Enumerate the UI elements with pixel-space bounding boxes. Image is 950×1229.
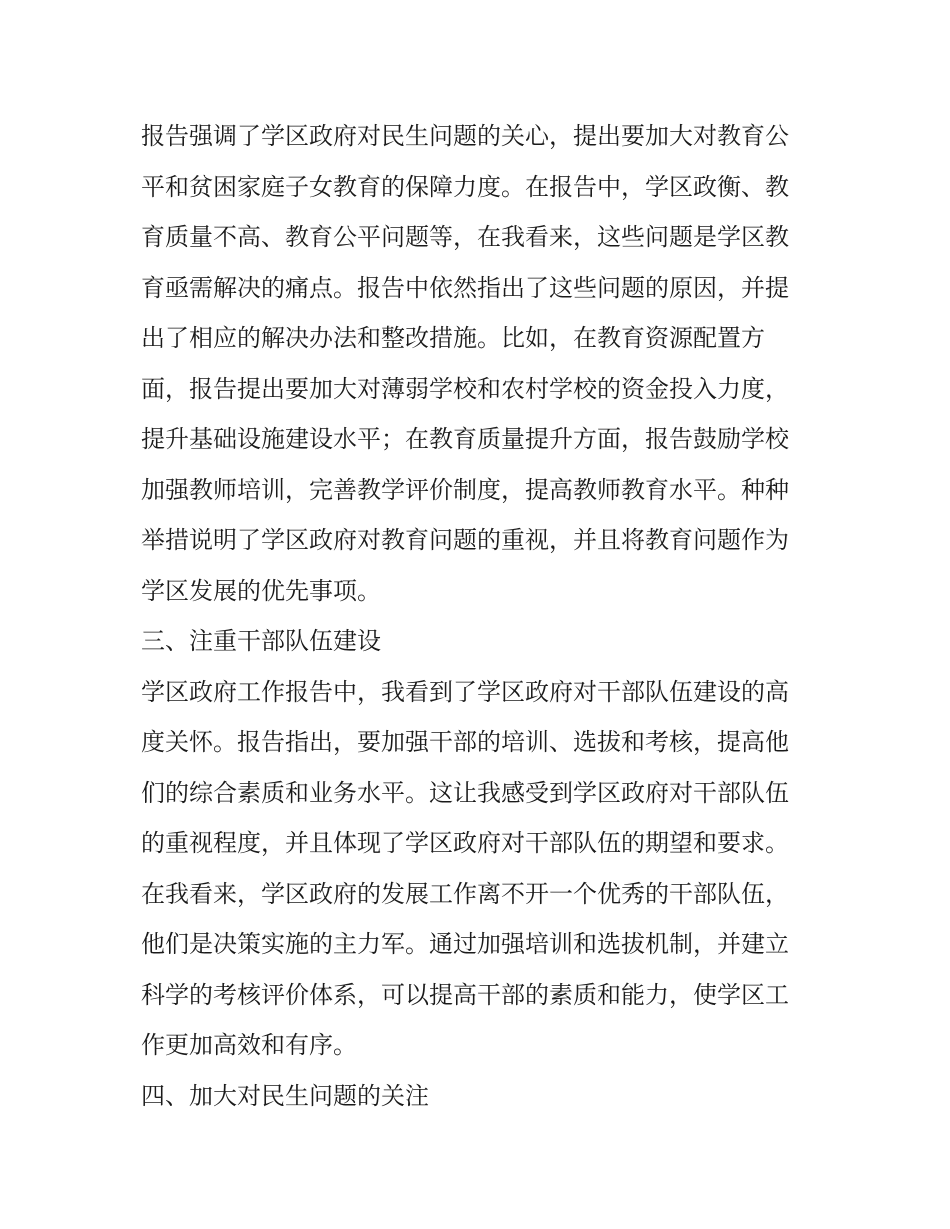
paragraph-line: 度关怀。报告指出，要加强干部的培训、选拔和考核，提高他: [141, 728, 789, 756]
paragraph-line: 在我看来，学区政府的发展工作离不开一个优秀的干部队伍，: [141, 879, 789, 908]
paragraph-line: 出了相应的解决办法和整改措施。比如，在教育资源配置方: [141, 324, 765, 352]
paragraph-line: 们的综合素质和业务水平。这让我感受到学区政府对干部队伍: [141, 778, 789, 807]
paragraph-line: 加强教师培训，完善教学评价制度，提高教师教育水平。种种: [141, 475, 789, 504]
paragraph-line: 的重视程度，并且体现了学区政府对干部队伍的期望和要求。: [141, 829, 789, 857]
paragraph-line: 报告强调了学区政府对民生问题的关心，提出要加大对教育公: [141, 122, 789, 150]
paragraph-line: 举措说明了学区政府对教育问题的重视，并且将教育问题作为: [141, 526, 789, 554]
document-body: [141, 111, 816, 1121]
paragraph-line: 育质量不高、教育公平问题等，在我看来，这些问题是学区教: [141, 223, 789, 251]
paragraph-line: 育亟需解决的痛点。报告中依然指出了这些问题的原因，并提: [141, 273, 789, 302]
paragraph-line: 学区政府工作报告中，我看到了学区政府对干部队伍建设的高: [141, 677, 789, 706]
paragraph-line: 提升基础设施建设水平；在教育质量提升方面，报告鼓励学校: [141, 425, 789, 453]
section-heading: 四、加大对民生问题的关注: [141, 1081, 429, 1110]
paragraph-line: 学区发展的优先事项。: [141, 576, 381, 605]
paragraph-line: 面，报告提出要加大对薄弱学校和农村学校的资金投入力度，: [141, 374, 789, 403]
paragraph-line: 作更加高效和有序。: [141, 1031, 357, 1059]
paragraph-line: 他们是决策实施的主力军。通过加强培训和选拔机制，并建立: [141, 930, 789, 958]
paragraph-line: 科学的考核评价体系，可以提高干部的素质和能力，使学区工: [141, 980, 789, 1009]
paragraph-line: 平和贫困家庭子女教育的保障力度。在报告中，学区政衡、教: [141, 172, 789, 201]
section-heading: 三、注重干部队伍建设: [141, 627, 381, 655]
